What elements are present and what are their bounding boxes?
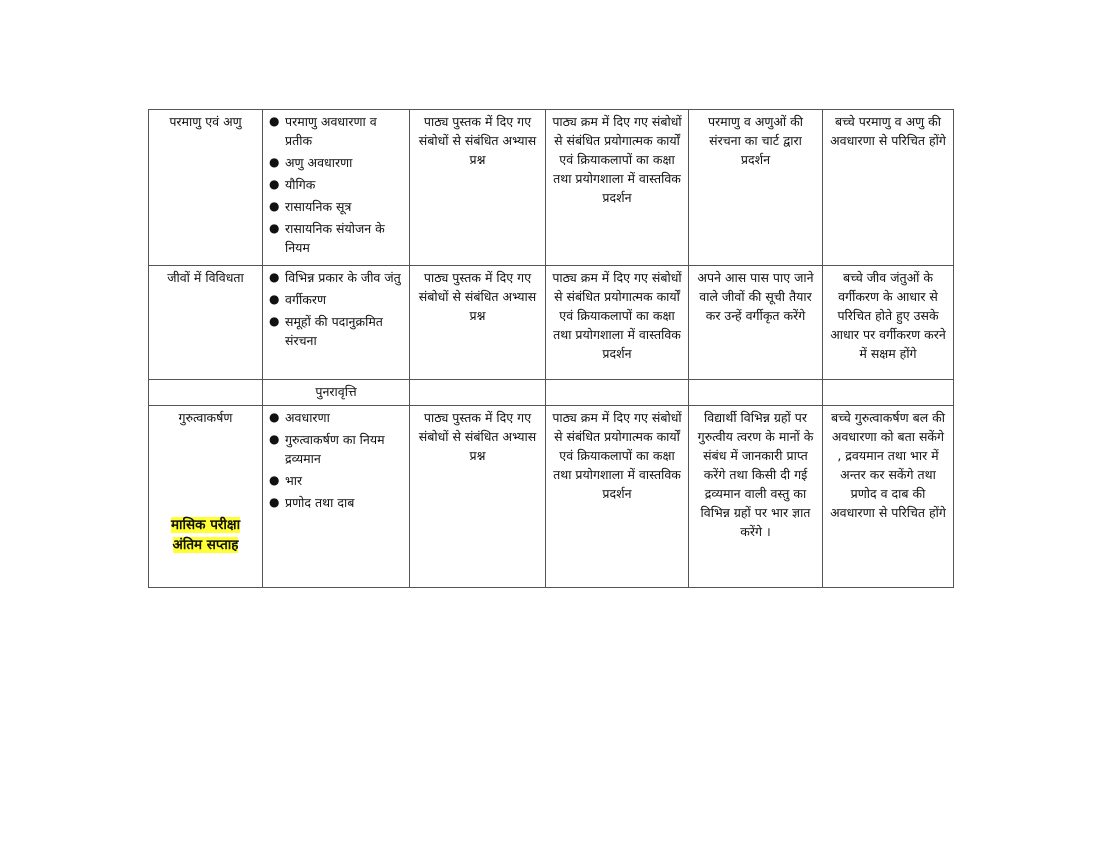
list-item bbox=[267, 197, 404, 216]
practical-cell: पाठ्य क्रम में दिए गए संबोधों से संबंधित प्रयोगात्मक कार्यों एवं क्रियाकलापों का कक्षा तथा प्रयोगशाला में वास्तविक प्रदर्शन bbox=[546, 406, 689, 588]
bullet-icon: ● bbox=[269, 114, 280, 128]
unit-title: गुरुत्वाकर्षण bbox=[178, 410, 233, 425]
empty-cell bbox=[689, 380, 823, 406]
empty-cell bbox=[546, 380, 689, 406]
topic-list bbox=[267, 268, 404, 350]
list-item bbox=[267, 290, 404, 309]
assessment-cell: पाठ्य पुस्तक में दिए गए संबोधों से संबंधित अभ्यास प्रश्न bbox=[410, 406, 546, 588]
topic-text: प्रणोद तथा दाब bbox=[285, 495, 355, 510]
revision-cell: पुनरावृत्ति bbox=[263, 380, 410, 406]
topic-list bbox=[267, 112, 404, 257]
unit-title: जीवों में विविधता bbox=[167, 270, 244, 285]
list-item bbox=[267, 153, 404, 172]
topics-cell bbox=[263, 110, 410, 266]
empty-cell bbox=[149, 380, 263, 406]
exam-note bbox=[154, 515, 257, 555]
list-item bbox=[267, 268, 404, 287]
activity-cell: अपने आस पास पाए जाने वाले जीवों की सूची तैयार कर उन्हें वर्गीकृत करेंगे bbox=[689, 266, 823, 380]
bullet-icon: ● bbox=[269, 410, 280, 424]
bullet-icon: ● bbox=[269, 155, 280, 169]
topic-text: परमाणु अवधारणा व प्रतीक bbox=[285, 114, 377, 148]
topic-text: अणु अवधारणा bbox=[285, 155, 353, 170]
list-item bbox=[267, 471, 404, 490]
topic-text: गुरुत्वाकर्षण का नियम द्रव्यमान bbox=[285, 432, 385, 466]
bullet-icon: ● bbox=[269, 495, 280, 509]
topic-text: रासायनिक संयोजन के नियम bbox=[285, 221, 385, 255]
activity-cell: विद्यार्थी विभिन्न ग्रहों पर गुरुत्वीय त्वरण के मानों के संबंध में जानकारी प्राप्त करेंगे तथा किसी दी गई द्रव्यमान वाली वस्तु का विभिन्न ग्रहों पर भार ज्ञात करेंगे । bbox=[689, 406, 823, 588]
assessment-cell: पाठ्य पुस्तक में दिए गए संबोधों से संबंधित अभ्यास प्रश्न bbox=[410, 266, 546, 380]
table-row bbox=[149, 266, 954, 380]
list-item bbox=[267, 430, 404, 468]
unit-cell bbox=[149, 266, 263, 380]
bullet-icon: ● bbox=[269, 292, 280, 306]
topics-cell bbox=[263, 406, 410, 588]
unit-title: परमाणु एवं अणु bbox=[169, 114, 242, 129]
syllabus-table bbox=[148, 109, 954, 588]
outcome-cell: बच्चे परमाणु व अणु की अवधारणा से परिचित होंगे bbox=[823, 110, 954, 266]
bullet-icon: ● bbox=[269, 199, 280, 213]
topics-cell bbox=[263, 266, 410, 380]
topic-text: वर्गीकरण bbox=[285, 292, 326, 307]
unit-cell bbox=[149, 406, 263, 588]
list-item bbox=[267, 219, 404, 257]
table-row bbox=[149, 380, 954, 406]
practical-cell: पाठ्य क्रम में दिए गए संबोधों से संबंधित प्रयोगात्मक कार्यों एवं क्रियाकलापों का कक्षा तथा प्रयोगशाला में वास्तविक प्रदर्शन bbox=[546, 266, 689, 380]
unit-cell bbox=[149, 110, 263, 266]
assessment-cell: पाठ्य पुस्तक में दिए गए संबोधों से संबंधित अभ्यास प्रश्न bbox=[410, 110, 546, 266]
topic-text: रासायनिक सूत्र bbox=[285, 199, 352, 214]
topic-text: भार bbox=[285, 473, 303, 488]
bullet-icon: ● bbox=[269, 221, 280, 235]
topic-text: यौगिक bbox=[285, 177, 316, 192]
list-item bbox=[267, 493, 404, 512]
outcome-cell: बच्चे गुरुत्वाकर्षण बल की अवधारणा को बता सकेंगे , द्रवयमान तथा भार में अन्तर कर सकेंगे तथा प्रणोद व दाब की अवधारणा से परिचित होंगे bbox=[823, 406, 954, 588]
topic-text: अवधारणा bbox=[285, 410, 330, 425]
list-item bbox=[267, 408, 404, 427]
empty-cell bbox=[410, 380, 546, 406]
exam-note-line: मासिक परीक्षा bbox=[170, 517, 241, 533]
table-row bbox=[149, 406, 954, 588]
practical-cell: पाठ्य क्रम में दिए गए संबोधों से संबंधित प्रयोगात्मक कार्यों एवं क्रियाकलापों का कक्षा तथा प्रयोगशाला में वास्तविक प्रदर्शन bbox=[546, 110, 689, 266]
list-item bbox=[267, 175, 404, 194]
topic-text: विभिन्न प्रकार के जीव जंतु bbox=[285, 270, 401, 285]
outcome-cell: बच्चे जीव जंतुओं के वर्गीकरण के आधार से परिचित होते हुए उसके आधार पर वर्गीकरण करने में सक्षम होंगे bbox=[823, 266, 954, 380]
bullet-icon: ● bbox=[269, 473, 280, 487]
exam-note-line: अंतिम सप्ताह bbox=[172, 537, 239, 553]
empty-cell bbox=[823, 380, 954, 406]
table-row bbox=[149, 110, 954, 266]
activity-cell: परमाणु व अणुओं की संरचना का चार्ट द्वारा प्रदर्शन bbox=[689, 110, 823, 266]
topic-list bbox=[267, 408, 404, 512]
bullet-icon: ● bbox=[269, 177, 280, 191]
bullet-icon: ● bbox=[269, 314, 280, 328]
topic-text: समूहों की पदानुक्रमित संरचना bbox=[285, 314, 383, 348]
bullet-icon: ● bbox=[269, 432, 280, 446]
list-item bbox=[267, 112, 404, 150]
list-item bbox=[267, 312, 404, 350]
bullet-icon: ● bbox=[269, 270, 280, 284]
